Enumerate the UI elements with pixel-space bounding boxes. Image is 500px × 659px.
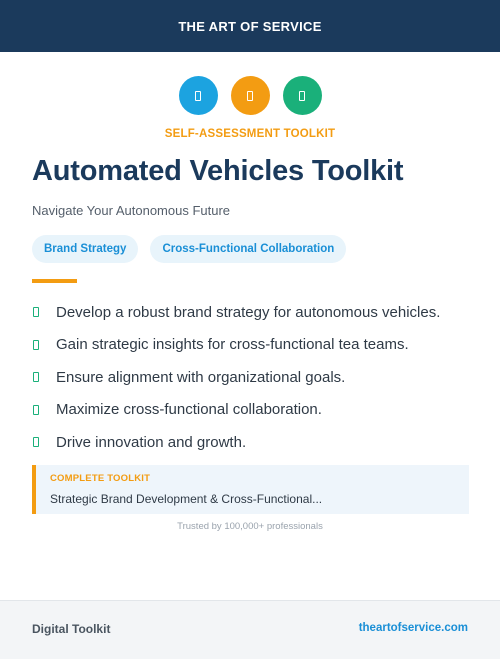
accent-divider <box>32 279 77 283</box>
check-icon <box>33 307 39 317</box>
check-icon <box>33 372 39 382</box>
green-badge-icon <box>283 76 322 115</box>
top-banner <box>0 0 500 52</box>
list-item <box>32 361 472 394</box>
tag-cross-functional-collaboration[interactable]: Cross-Functional Collaboration <box>150 235 346 263</box>
list-item <box>32 329 472 362</box>
orange-badge-icon <box>231 76 270 115</box>
check-icon <box>33 405 39 415</box>
icon-row <box>0 76 500 115</box>
tag-list <box>32 235 346 263</box>
document-icon <box>247 91 253 101</box>
feature-text: Ensure alignment with organizational goals. <box>56 368 346 386</box>
toolkit-eyebrow: SELF-ASSESSMENT TOOLKIT <box>164 128 336 140</box>
trust-note: Trusted by 100,000+ professionals <box>177 521 323 532</box>
callout-text: Strategic Brand Development & Cross-Functional... <box>50 492 323 506</box>
feature-text: Drive innovation and growth. <box>56 433 247 451</box>
list-item <box>32 426 472 459</box>
feature-text: Gain strategic insights for cross-functional tea teams. <box>56 336 409 354</box>
document-icon <box>195 91 201 101</box>
footer-label: Digital Toolkit <box>32 622 111 636</box>
document-icon <box>299 91 305 101</box>
check-icon <box>33 340 39 350</box>
feature-list <box>32 296 472 459</box>
check-icon <box>33 437 39 447</box>
list-item <box>32 394 472 427</box>
website-link[interactable]: theartofservice.com <box>358 622 468 634</box>
page-title: Automated Vehicles Toolkit <box>32 155 404 187</box>
list-item <box>32 296 472 329</box>
brand-title: THE ART OF SERVICE <box>178 18 322 34</box>
blue-badge-icon <box>179 76 218 115</box>
complete-toolkit-callout <box>32 465 469 514</box>
page-subtitle: Navigate Your Autonomous Future <box>32 203 231 218</box>
feature-text: Maximize cross-functional collaboration. <box>56 401 322 419</box>
feature-text: Develop a robust brand strategy for autonomous vehicles. <box>56 303 441 321</box>
footer <box>0 600 500 659</box>
tag-brand-strategy[interactable]: Brand Strategy <box>32 235 138 263</box>
callout-label: COMPLETE TOOLKIT <box>50 473 151 484</box>
